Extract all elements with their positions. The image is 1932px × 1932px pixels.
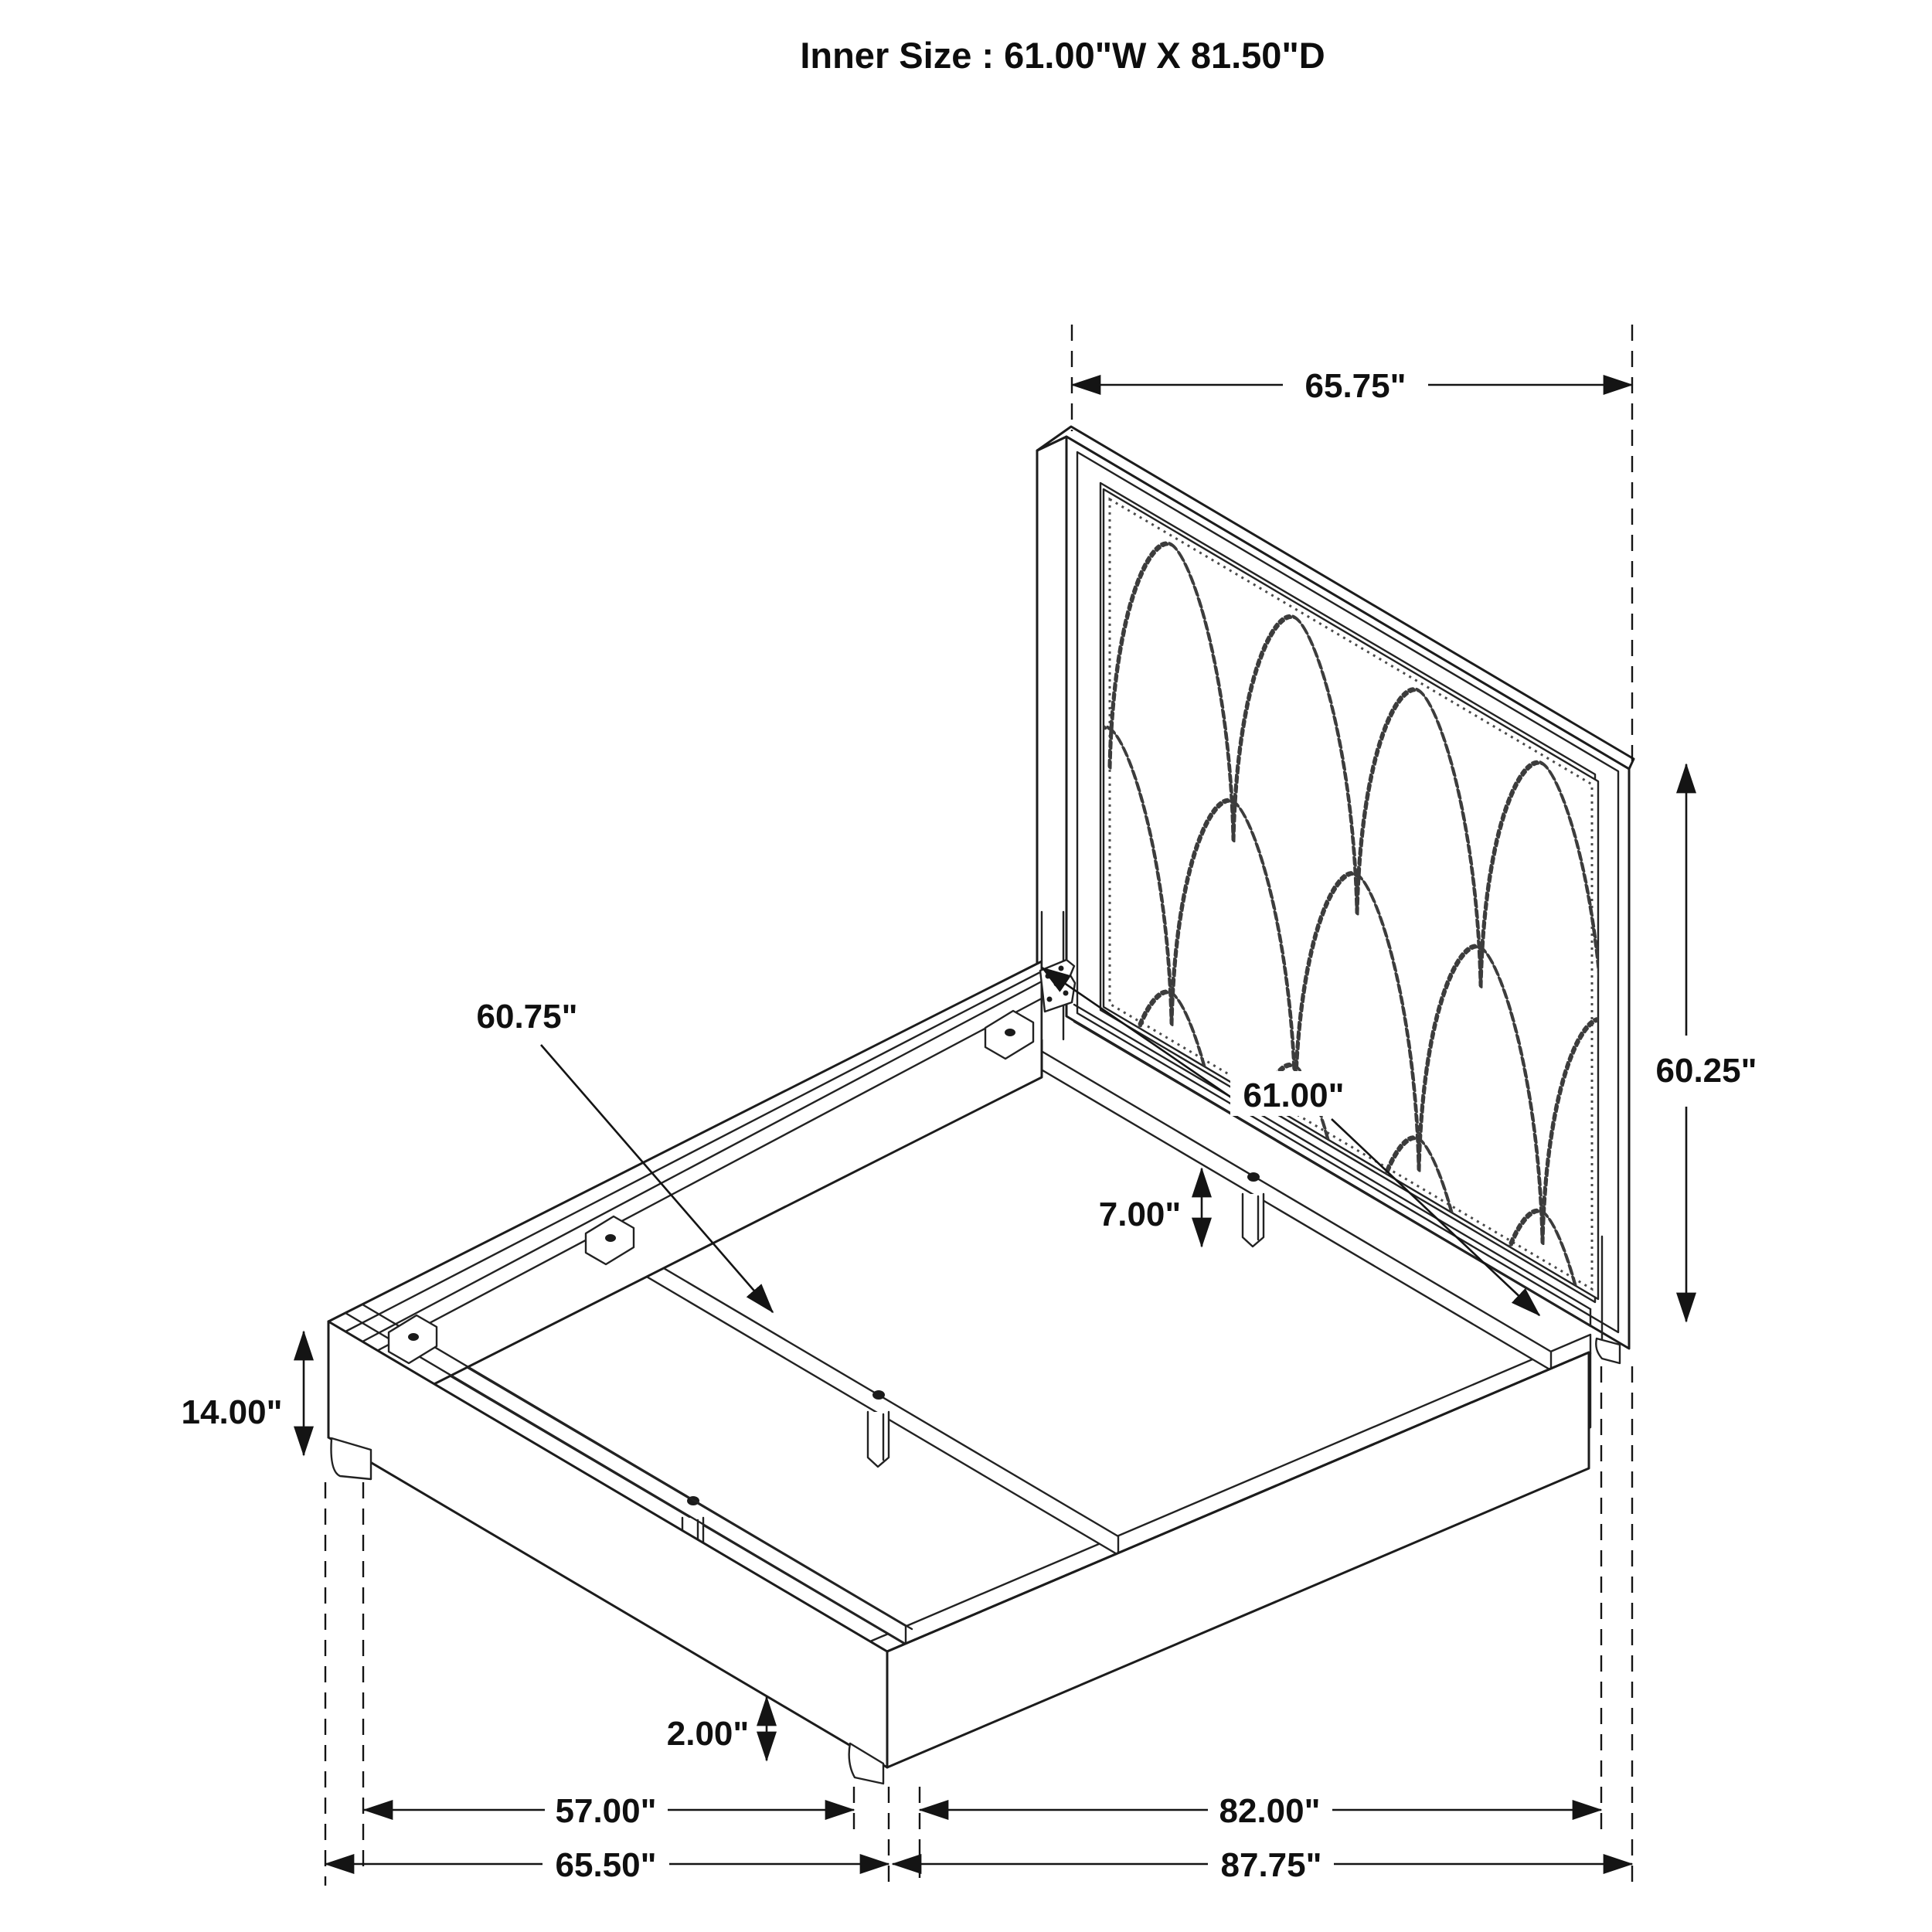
dimension-headboard-width	[1072, 367, 1632, 405]
drawing-title: Inner Size : 61.00"W X 81.50"D	[800, 35, 1325, 76]
dim-headboard-height-label: 60.25"	[1655, 1052, 1757, 1090]
dim-overall-width-label: 65.50"	[555, 1846, 657, 1884]
dimension-footboard-inner-width	[364, 1792, 854, 1830]
dim-overall-length-label: 87.75"	[1220, 1846, 1322, 1884]
slat-2-leg	[868, 1412, 889, 1467]
dim-footboard-inner-width-label: 57.00"	[555, 1792, 657, 1830]
dimension-overall-length	[893, 1846, 1632, 1884]
dimension-leg-height	[1099, 1168, 1202, 1247]
dim-slat-length-label: 60.75"	[476, 998, 578, 1036]
dimension-foot-height	[667, 1697, 767, 1760]
dim-inner-length-label: 82.00"	[1219, 1792, 1321, 1830]
headboard-side-face	[1037, 437, 1066, 980]
dimension-inner-length	[920, 1792, 1601, 1830]
dim-rail-height-label: 14.00"	[181, 1393, 283, 1431]
dim-leg-height-label: 7.00"	[1098, 1196, 1182, 1233]
right-rail	[887, 1352, 1589, 1767]
dimension-rail-height	[182, 1332, 304, 1455]
dim-headboard-width-label: 65.75"	[1304, 367, 1406, 405]
slat-1-leg	[1243, 1194, 1264, 1247]
dimension-headboard-height	[1656, 764, 1757, 1321]
dim-inner-width-label: 61.00"	[1243, 1077, 1345, 1114]
dimension-overall-width	[325, 1846, 889, 1884]
dim-foot-height-label: 2.00"	[666, 1715, 750, 1753]
slat-1-screw	[1247, 1172, 1260, 1182]
slat-2-screw	[872, 1390, 885, 1400]
